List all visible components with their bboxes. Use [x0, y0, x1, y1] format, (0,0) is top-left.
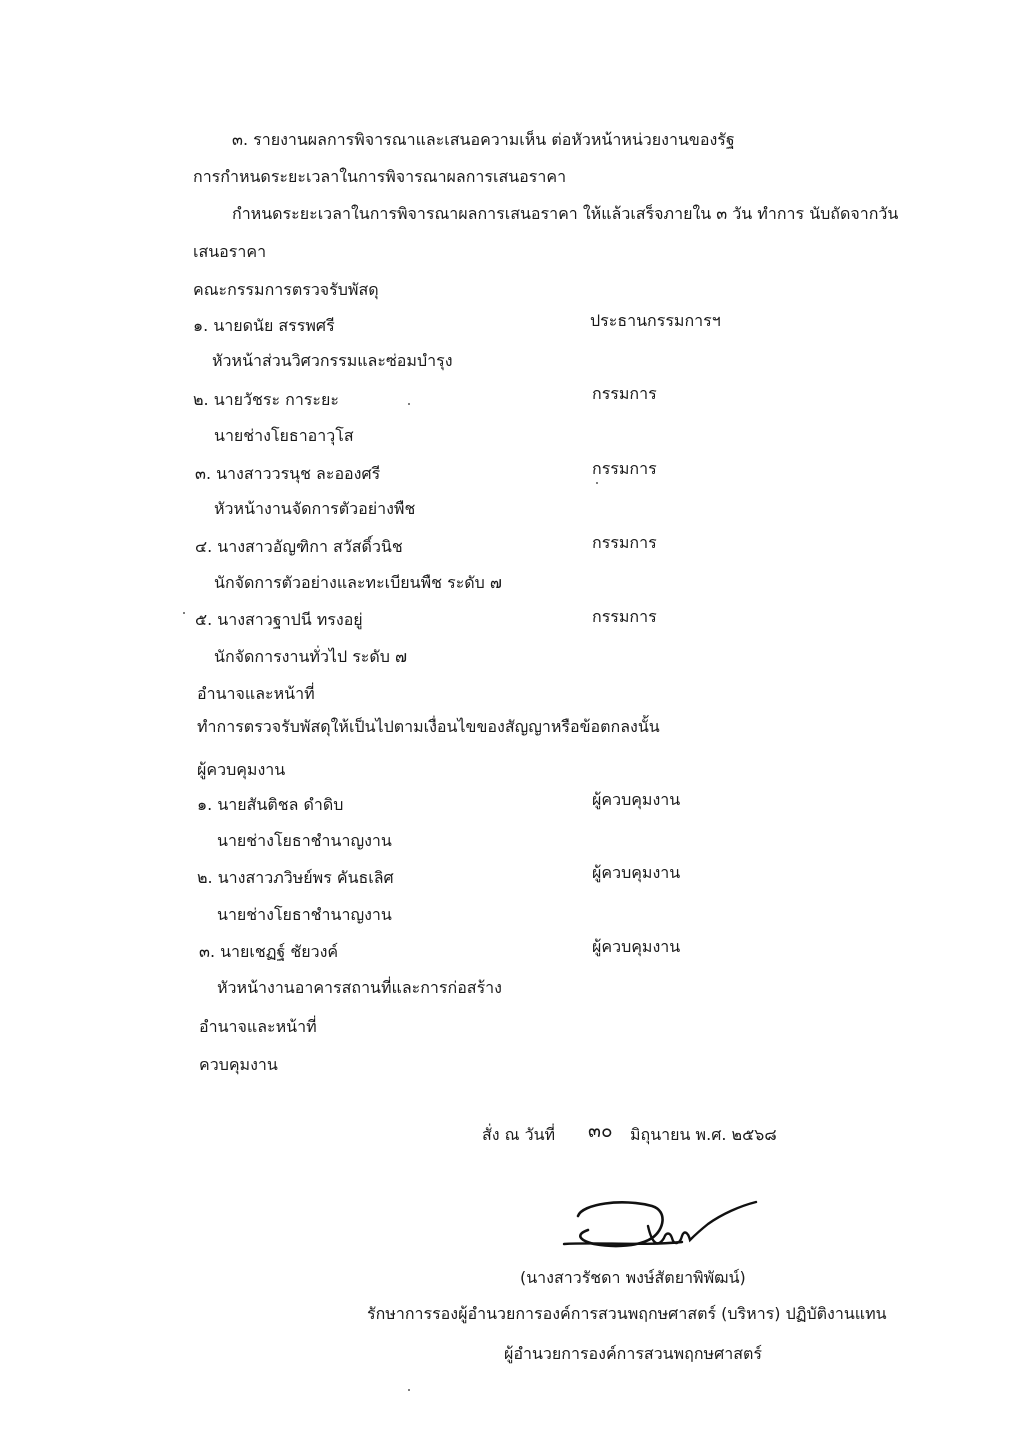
signatory-name: (นางสาวรัชดา พงษ์สัตยาพิพัฒน์) — [520, 1268, 746, 1287]
supervisor-name: ๒. นางสาวภวิษย์พร คันธเลิศ — [197, 868, 394, 887]
evaluation-report-item: ๓. รายงานผลการพิจารณาและเสนอความเห็น ต่อหัวหน้าหน่วยงานของรัฐ — [232, 130, 735, 149]
supervisor-position: นายช่างโยธาชำนาญงาน — [217, 831, 392, 850]
supervisor-position: นายช่างโยธาชำนาญงาน — [217, 905, 392, 924]
order-date-month-year: มิถุนายน พ.ศ. ๒๕๖๘ — [630, 1125, 777, 1144]
committee-member-name: ๑. นายดนัย สรรพศรี — [193, 316, 335, 335]
supervisor-position: หัวหน้างานอาคารสถานที่และการก่อสร้าง — [217, 978, 502, 997]
supervisors-duty-heading: อำนาจและหน้าที่ — [199, 1017, 317, 1036]
order-date-day: ๓๐ — [588, 1120, 613, 1142]
scan-speck — [596, 482, 598, 484]
committee-member-position: หัวหน้าส่วนวิศวกรรมและซ่อมบำรุง — [212, 351, 453, 370]
supervisor-role: ผู้ควบคุมงาน — [592, 863, 681, 882]
committee-member-name: ๓. นางสาววรนุช ละอองศรี — [195, 464, 381, 483]
committee-member-name: ๕. นางสาวฐาปนี ทรงอยู่ — [195, 610, 363, 629]
committee-member-name: ๔. นางสาวอัญฑิกา สวัสดิ์วนิช — [195, 537, 403, 556]
inspection-committee-heading: คณะกรรมการตรวจรับพัสดุ — [193, 280, 379, 299]
supervisors-heading: ผู้ควบคุมงาน — [197, 760, 286, 779]
signature-image — [560, 1182, 820, 1262]
supervisors-duty-text: ควบคุมงาน — [199, 1055, 278, 1074]
scan-speck — [408, 403, 410, 405]
order-date-prefix: สั่ง ณ วันที่ — [482, 1125, 556, 1144]
committee-member-role: กรรมการ — [592, 459, 657, 478]
committee-member-position: นักจัดการงานทั่วไป ระดับ ๗ — [214, 647, 408, 666]
scan-speck — [183, 612, 185, 614]
committee-member-role: กรรมการ — [592, 607, 657, 626]
committee-member-position: นักจัดการตัวอย่างและทะเบียนพืช ระดับ ๗ — [214, 573, 502, 592]
committee-member-role: ประธานกรรมการฯ — [590, 311, 721, 330]
committee-member-role: กรรมการ — [592, 533, 657, 552]
committee-duty-text: ทำการตรวจรับพัสดุให้เป็นไปตามเงื่อนไขของสัญญาหรือข้อตกลงนั้น — [197, 717, 660, 736]
committee-member-position: นายช่างโยธาอาวุโส — [214, 426, 354, 445]
timeframe-text-cont: เสนอราคา — [193, 242, 267, 261]
timeframe-heading: การกำหนดระยะเวลาในการพิจารณาผลการเสนอราคา — [193, 167, 567, 186]
committee-member-role: กรรมการ — [592, 384, 657, 403]
committee-duty-heading: อำนาจและหน้าที่ — [197, 684, 315, 703]
supervisor-name: ๑. นายสันติชล ดำดิบ — [197, 795, 344, 814]
signatory-title-line-2: ผู้อำนวยการองค์การสวนพฤกษศาสตร์ — [504, 1344, 762, 1363]
supervisor-role: ผู้ควบคุมงาน — [592, 790, 681, 809]
scan-speck — [408, 1389, 410, 1391]
committee-member-position: หัวหน้างานจัดการตัวอย่างพืช — [214, 499, 416, 518]
supervisor-role: ผู้ควบคุมงาน — [592, 937, 681, 956]
timeframe-text: กำหนดระยะเวลาในการพิจารณาผลการเสนอราคา ให้แล้วเสร็จภายใน ๓ วัน ทำการ นับถัดจากวัน — [232, 204, 899, 223]
committee-member-name: ๒. นายวัชระ การะยะ — [193, 390, 339, 409]
signatory-title-line-1: รักษาการรองผู้อำนวยการองค์การสวนพฤกษศาสตร์ (บริหาร) ปฏิบัติงานแทน — [367, 1304, 887, 1323]
supervisor-name: ๓. นายเชฏฐ์ ชัยวงค์ — [199, 942, 339, 961]
